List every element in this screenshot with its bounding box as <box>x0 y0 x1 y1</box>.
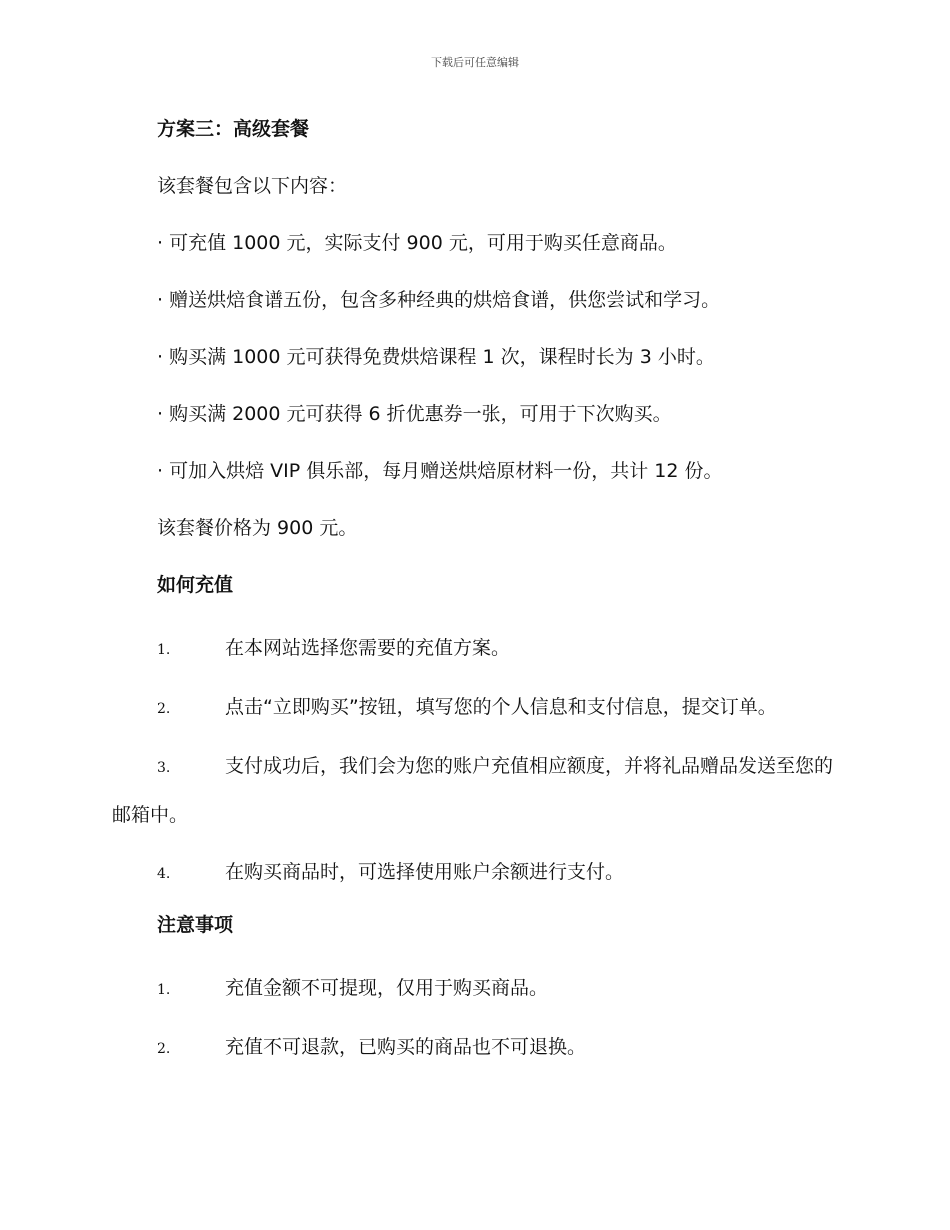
note-text: 充值金额不可提现，仅用于购买商品。 <box>225 977 549 999</box>
step-number: 1. <box>157 642 171 658</box>
recharge-step <box>112 849 842 898</box>
step-text: 在购买商品时，可选择使用账户余额进行支付。 <box>225 861 625 883</box>
note-item <box>112 1024 842 1073</box>
plan3-heading: 方案三：高级套餐 <box>157 118 310 140</box>
plan3-bullet: · 购买满 1000 元可获得免费烘焙课程 1 次，课程时长为 3 小时。 <box>157 346 715 368</box>
recharge-step <box>112 625 842 674</box>
step-text: 在本网站选择您需要的充值方案。 <box>225 637 511 659</box>
document-body <box>112 112 842 1083</box>
note-number: 2. <box>157 1041 171 1057</box>
step-text: 支付成功后，我们会为您的账户充值相应额度，并将礼品赠品发送至您的邮箱中。 <box>112 755 834 826</box>
page-header-note: 下载后可任意编辑 <box>431 56 519 69</box>
plan3-price: 该套餐价格为 900 元。 <box>157 517 358 539</box>
notes-heading: 注意事项 <box>157 914 234 936</box>
step-number: 4. <box>157 866 171 882</box>
plan3-bullet: · 购买满 2000 元可获得 6 折优惠券一张，可用于下次购买。 <box>157 403 672 425</box>
note-text: 充值不可退款，已购买的商品也不可退换。 <box>225 1036 587 1058</box>
plan3-bullet: · 可充值 1000 元，实际支付 900 元，可用于购买任意商品。 <box>157 232 677 254</box>
recharge-heading: 如何充值 <box>157 574 234 596</box>
note-number: 1. <box>157 982 171 998</box>
step-text: 点击“立即购买”按钮，填写您的个人信息和支付信息，提交订单。 <box>225 696 777 718</box>
step-number: 2. <box>157 701 171 717</box>
plan3-intro: 该套餐包含以下内容： <box>157 175 348 197</box>
step-number: 3. <box>157 760 171 776</box>
plan3-bullet: · 赠送烘焙食谱五份，包含多种经典的烘焙食谱，供您尝试和学习。 <box>157 289 721 311</box>
plan3-bullet: · 可加入烘焙 VIP 俱乐部，每月赠送烘焙原材料一份，共计 12 份。 <box>157 460 723 482</box>
recharge-step <box>112 743 842 839</box>
note-item <box>112 965 842 1014</box>
recharge-step <box>112 684 842 733</box>
